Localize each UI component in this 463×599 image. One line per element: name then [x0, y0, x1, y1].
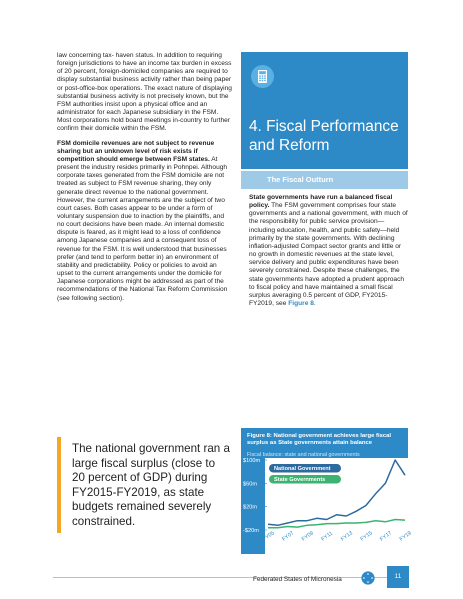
section-heading: The Fiscal Outturn [267, 175, 334, 184]
x-tick-label: FY17 [379, 530, 394, 543]
figure-panel [241, 428, 413, 554]
pull-quote-text: The national government ran a large fiscal surplus (close to 20 percent of GDP) during FY2015-FY2019, as state budgets remained severely constrained. [72, 442, 230, 528]
fsm-seal-icon [361, 571, 375, 585]
y-tick-label: $100m [243, 458, 261, 464]
footer-rule [53, 577, 393, 578]
x-tick-label: FY15 [359, 530, 374, 543]
paragraph-text: At present the industry resides primarily in Pohnpei. Although corporate taxes generated from the FSM domicile are not treated as subject to FSM revenue sharing, they only generate direct revenue to the national government. However, the current arrangements are the subject of two court cases. Both cases appear to be under a form of voluntary suspension due to inaction by the plaintiffs, and no court decisions have been made. An internal domestic dispute is feared, as it might lead to a loss of confidence among Japanese companies and a consequent loss of revenue for the FSM. It is well understood that businesses prefer (and tend to perform better in) an environment of stability and predictability. Policy or policies to avoid an upset to the current arrangements under the domicile for Japanese corporations might be addressed as part of the recommendations of the National Tax Reform Commission (see following section). [57, 155, 228, 302]
page-number: 11 [387, 566, 409, 588]
pull-quote-bar [57, 437, 61, 533]
figure-link[interactable]: Figure 8 [288, 300, 314, 308]
body-paragraph [57, 140, 233, 303]
legend-label: National Government [274, 466, 331, 473]
pull-quote [57, 437, 233, 547]
lead-sentence: State governments have run a balanced fiscal policy. [249, 194, 393, 210]
paragraph-text: The FSM government comprises four state governments and a national government, with much of the responsibility for public service provision—including education, health, and public safety—held primarily by the state governments. With declining inflation-adjusted Compact sector grants and little or no growth in domestic revenues at the state level, service delivery and public expenditures have been severely constrained. Despite these challenges, the state governments have adopted a prudent approach to fiscal policy and have maintained a small fiscal surplus averaging 0.5 percent of GDP, FY2015-FY2019, see [249, 202, 408, 308]
line-chart [241, 458, 413, 554]
footer-publication: Federated States of Micronesia [253, 576, 342, 583]
y-tick-label: -$20m [243, 528, 259, 534]
body-paragraph: law concerning tax- haven status. In addition to requiring foreign jurisdictions to have an income tax burden in excess of 20 percent, foreign-domiciled companies are required to display substantial business activity rather than being paper or post-office-box operations. The exact nature of displaying substantial business activity is not precisely known, but the FSM authorities insist upon a physical office and an administrator for each Japanese subsidiary in the FSM. Most corporations hold board meetings in-country to further confirm their domicile within the FSM. [57, 52, 232, 133]
section-heading-bar [241, 171, 408, 189]
x-tick-label: FY09 [300, 530, 315, 543]
figure-subtitle: Fiscal balance: state and national governments [247, 452, 360, 458]
figure-title: Figure 8: National government achieves large fiscal surplus as State governments attain balance [247, 433, 392, 447]
lead-sentence: FSM domicile revenues are not subject to revenue sharing but an unknown level of risk exists if competition should emerge between FSM states. [57, 139, 215, 163]
paragraph-end: . [313, 300, 316, 308]
x-tick-label: FY05 [261, 530, 276, 543]
x-tick-label: FY19 [398, 530, 413, 543]
x-tick-label: FY13 [339, 530, 354, 543]
y-tick-label: $20m [243, 504, 257, 511]
y-tick-label: $60m [243, 481, 257, 488]
left-column [57, 52, 233, 303]
chapter-title: 4. Fiscal Performance and Reform [249, 118, 399, 154]
right-column [249, 194, 409, 308]
legend-label: State Governments [274, 477, 326, 484]
body-paragraph [249, 194, 409, 308]
calculator-icon [251, 65, 274, 88]
x-tick-label: FY11 [320, 530, 335, 543]
x-tick-label: FY07 [281, 530, 296, 543]
chapter-header [241, 52, 408, 169]
